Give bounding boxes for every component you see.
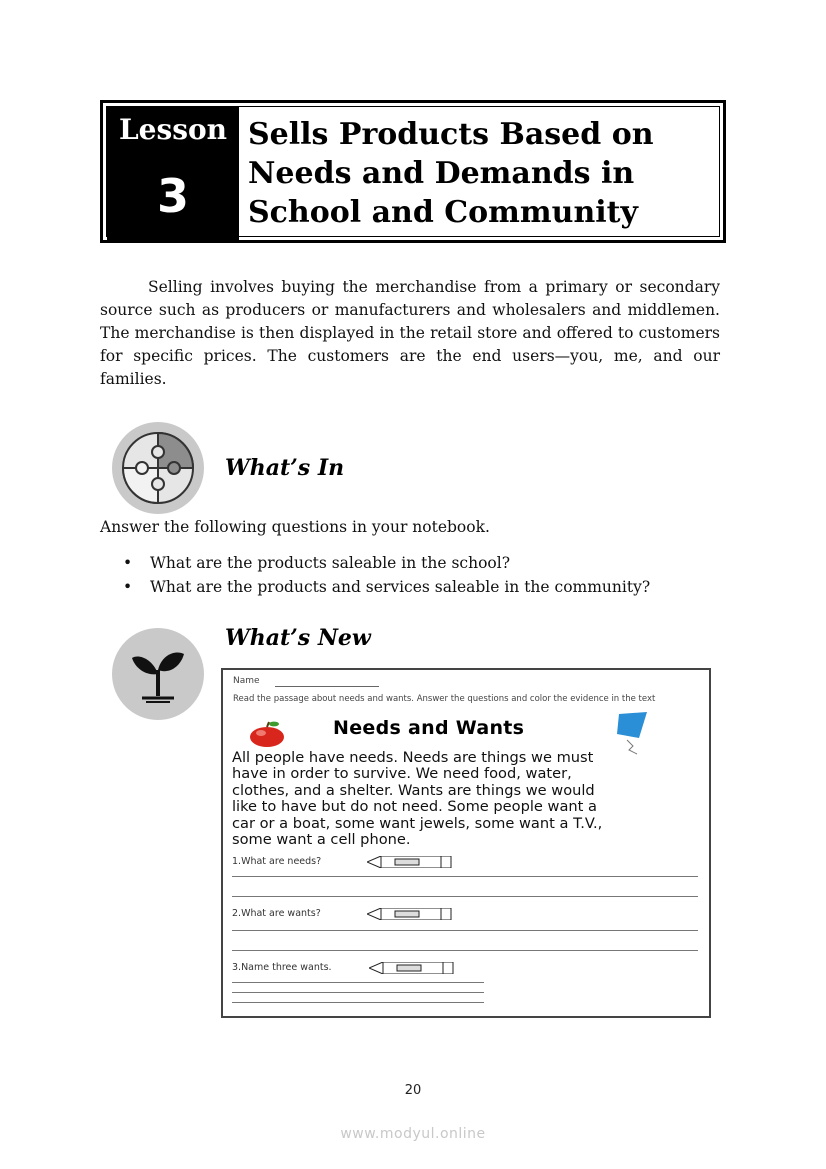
passage-line: some want a cell phone. xyxy=(232,831,411,849)
name-line xyxy=(275,686,379,687)
worksheet-question: 1.What are needs? xyxy=(232,856,322,867)
worksheet-passage xyxy=(232,750,710,848)
puzzle-icon xyxy=(112,422,204,514)
apple-icon xyxy=(245,720,295,748)
whats-new-heading: What’s New xyxy=(225,625,371,651)
worksheet-question: 3.Name three wants. xyxy=(232,962,332,973)
whats-in-instruction: Answer the following questions in your notebook. xyxy=(100,518,490,536)
pencil-icon xyxy=(369,962,455,974)
list-item: • What are the products saleable in the school? xyxy=(123,551,723,575)
list-item: • What are the products and services saleable in the community? xyxy=(123,575,723,599)
passage-line: car or a boat, some want jewels, some want a T.V., xyxy=(232,814,603,832)
worksheet-instruction: Read the passage about needs and wants. Answer the questions and color the evidence in the text xyxy=(233,694,656,704)
answer-line xyxy=(232,992,484,993)
worksheet-image xyxy=(221,668,711,1018)
worksheet-title: Needs and Wants xyxy=(333,717,525,739)
lesson-title xyxy=(248,115,718,232)
lesson-title-line: Needs and Demands in xyxy=(248,156,635,191)
answer-line xyxy=(232,982,484,983)
intro-paragraph: Selling involves buying the merchandise from a primary or secondary source such as producers or manufacturers and wholesalers and middlemen. The merchandise is then displayed in the retail store and offered to customers for specific prices. The customers are the end users—you, me, and our families. xyxy=(100,278,720,388)
answer-line xyxy=(232,930,698,931)
answer-line xyxy=(232,876,698,877)
answer-line xyxy=(232,1002,484,1003)
lesson-number: 3 xyxy=(156,169,189,223)
lesson-header xyxy=(100,100,726,243)
pencil-icon xyxy=(367,856,453,868)
worksheet-name-label: Name xyxy=(233,676,260,686)
passage-line: All people have needs. Needs are things we must xyxy=(232,749,594,766)
watermark: www.modyul.online xyxy=(340,1126,486,1142)
lesson-number-box xyxy=(107,107,239,241)
worksheet-question: 2.What are wants? xyxy=(232,908,321,919)
passage-line: like to have but do not need. Some people want a xyxy=(232,798,597,816)
whats-in-heading: What’s In xyxy=(225,455,345,481)
lesson-label: Lesson xyxy=(118,113,228,146)
page-number: 20 xyxy=(404,1083,422,1098)
passage-line: have in order to survive. We need food, water, xyxy=(232,765,572,783)
question-list xyxy=(123,551,723,599)
plant-icon xyxy=(112,628,204,720)
passage-line: clothes, and a shelter. Wants are things we would xyxy=(232,781,595,799)
answer-line xyxy=(232,950,698,951)
lesson-title-line: School and Community xyxy=(248,195,638,230)
lesson-title-line: Sells Products Based on xyxy=(248,117,654,152)
pencil-icon xyxy=(367,908,453,920)
answer-line xyxy=(232,896,698,897)
